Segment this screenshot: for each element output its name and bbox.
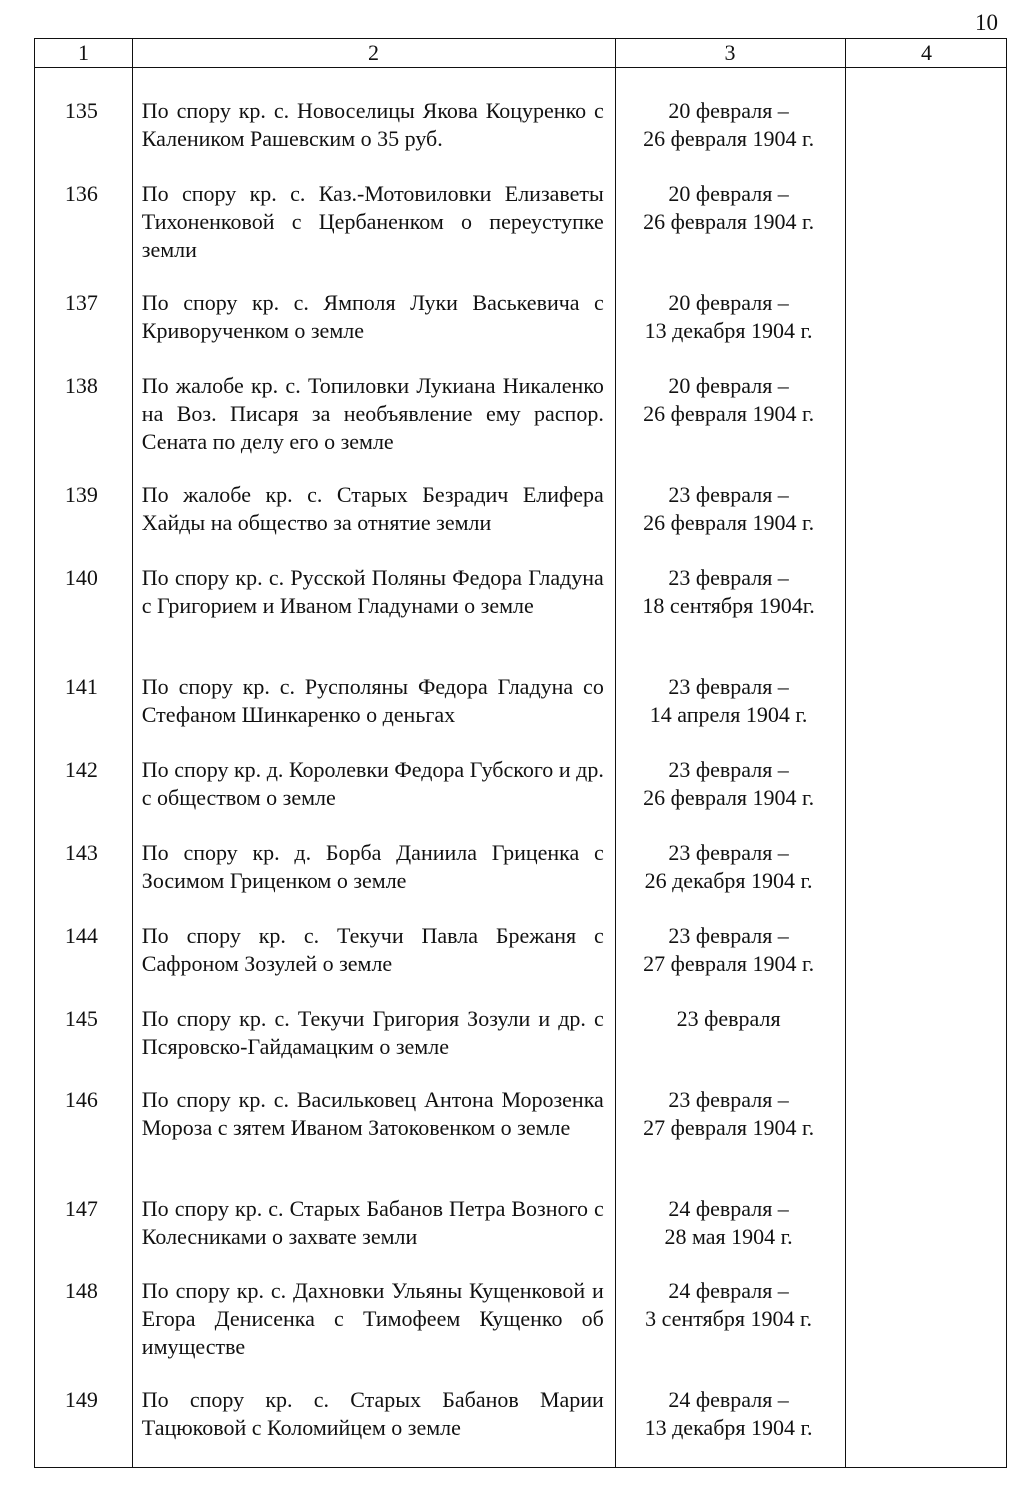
- row-dates: [614, 1277, 844, 1386]
- row-description: По спору кр. с. Текучи Григория Зозули и др. с Псяровско-Гайдамацким о земле: [141, 1006, 604, 1059]
- row-dates: [614, 1086, 844, 1195]
- column-header-2: 2: [368, 40, 379, 65]
- date-from: 23 февраля –: [668, 923, 789, 948]
- row-note: [843, 481, 1006, 564]
- table-row: [35, 839, 1006, 922]
- row-description: По спору кр. д. Борба Даниила Гриценка с Зосимом Гриценком о земле: [141, 840, 604, 893]
- date-to: 14 апреля 1904 г.: [649, 702, 808, 727]
- row-description: По спору кр. с. Новоселицы Якова Коцуренко с Калеником Рашевским о 35 руб.: [141, 98, 604, 151]
- table-row: [35, 922, 1006, 1005]
- date-to: 27 февраля 1904 г.: [643, 951, 815, 976]
- row-number: 147: [64, 1196, 98, 1221]
- row-dates: [614, 673, 844, 756]
- row-note: [843, 1195, 1006, 1277]
- date-to: 28 мая 1904 г.: [664, 1224, 793, 1249]
- row-dates: [614, 180, 844, 289]
- row-number: 145: [64, 1006, 98, 1031]
- row-dates: [614, 372, 844, 481]
- date-from: 20 февраля –: [668, 290, 789, 315]
- row-note: [843, 1386, 1006, 1446]
- date-to: 18 сентября 1904г.: [642, 593, 815, 618]
- date-from: 20 февраля –: [668, 181, 789, 206]
- register-table: [34, 38, 1007, 1468]
- date-from: 20 февраля –: [668, 98, 789, 123]
- date-to: 26 февраля 1904 г.: [643, 401, 815, 426]
- row-dates: [614, 1005, 844, 1086]
- row-number: 146: [64, 1087, 98, 1112]
- row-number: 140: [64, 565, 98, 590]
- row-note: [843, 1005, 1006, 1086]
- date-from: 23 февраля –: [668, 757, 789, 782]
- row-description: По жалобе кр. с. Старых Безрадич Елифера Хайды на общество за отнятие земли: [141, 482, 604, 535]
- row-dates: [614, 481, 844, 564]
- row-number: 139: [64, 482, 98, 507]
- table-row: [35, 564, 1006, 673]
- row-description: По спору кр. с. Текучи Павла Брежаня с Сафроном Зозулей о земле: [141, 923, 604, 976]
- row-note: [843, 564, 1006, 673]
- date-from: 23 февраля –: [668, 565, 789, 590]
- row-description: По спору кр. д. Королевки Федора Губского и др. с обществом о земле: [141, 757, 604, 810]
- row-number: 136: [64, 181, 98, 206]
- row-note: [843, 289, 1006, 372]
- row-note: [843, 756, 1006, 839]
- table-row: [35, 1005, 1006, 1086]
- row-number: 141: [64, 674, 98, 699]
- row-description: По спору кр. с. Старых Бабанов Марии Тацюковой с Коломийцем о земле: [141, 1387, 604, 1440]
- date-to: 27 февраля 1904 г.: [643, 1115, 815, 1140]
- row-note: [843, 1086, 1006, 1195]
- row-description: По спору кр. с. Каз.-Мотовиловки Елизаветы Тихоненковой с Цербаненком о переуступке земли: [141, 181, 604, 262]
- row-note: [843, 839, 1006, 922]
- date-to: 26 февраля 1904 г.: [643, 785, 815, 810]
- row-dates: [614, 289, 844, 372]
- row-description: По спору кр. с. Ямполя Луки Васькевича с Криворученком о земле: [141, 290, 604, 343]
- row-note: [843, 673, 1006, 756]
- row-number: 137: [64, 290, 98, 315]
- date-from: 24 февраля –: [668, 1196, 789, 1221]
- table-row: [35, 97, 1006, 180]
- date-from: 23 февраля –: [668, 674, 789, 699]
- table-row: [35, 1277, 1006, 1386]
- column-header-1: 1: [78, 40, 89, 65]
- date-to: 26 февраля 1904 г.: [643, 126, 815, 151]
- table-row: [35, 1086, 1006, 1195]
- date-from: 20 февраля –: [668, 373, 789, 398]
- table-row: [35, 289, 1006, 372]
- column-header-3: 3: [724, 40, 736, 65]
- date-from: 23 февраля –: [668, 840, 789, 865]
- row-dates: [614, 1386, 844, 1446]
- date-to: 26 февраля 1904 г.: [643, 510, 815, 535]
- row-note: [843, 922, 1006, 1005]
- date-from: 24 февраля –: [668, 1278, 789, 1303]
- date-to: 26 декабря 1904 г.: [644, 868, 813, 893]
- date-to: 3 сентября 1904 г.: [645, 1306, 813, 1331]
- table-body: [35, 97, 1006, 1446]
- row-description: По спору кр. с. Васильковец Антона Морозенка Мороза с зятем Иваном Затоковенком о земле: [141, 1087, 604, 1140]
- column-header-4: 4: [921, 40, 932, 65]
- table-row: [35, 372, 1006, 481]
- date-to: 13 декабря 1904 г.: [644, 1415, 813, 1440]
- table-row: [35, 180, 1006, 289]
- column-header-row: [35, 39, 1006, 68]
- page-number: 10: [975, 10, 998, 35]
- row-dates: [614, 839, 844, 922]
- row-dates: [614, 756, 844, 839]
- table-row: [35, 756, 1006, 839]
- date-from: 24 февраля –: [668, 1387, 789, 1412]
- row-note: [843, 1277, 1006, 1386]
- row-dates: [614, 922, 844, 1005]
- row-note: [843, 97, 1006, 180]
- row-number: 135: [64, 98, 98, 123]
- row-number: 138: [64, 373, 98, 398]
- row-description: По спору кр. с. Дахновки Ульяны Кущенковой и Егора Денисенка с Тимофеем Кущенко об имуществе: [141, 1278, 604, 1359]
- table-row: [35, 1195, 1006, 1277]
- row-description: По спору кр. с. Старых Бабанов Петра Возного с Колесниками о захвате земли: [141, 1196, 604, 1249]
- date-from: 23 февраля –: [668, 482, 789, 507]
- date-from: 23 февраля: [676, 1006, 781, 1031]
- table-row: [35, 481, 1006, 564]
- row-number: 148: [64, 1278, 98, 1303]
- row-dates: [614, 97, 844, 180]
- row-note: [843, 372, 1006, 481]
- date-to: 13 декабря 1904 г.: [644, 318, 813, 343]
- table-row: [35, 673, 1006, 756]
- row-number: 142: [64, 757, 98, 782]
- row-dates: [614, 564, 844, 673]
- row-number: 149: [64, 1387, 98, 1412]
- row-dates: [614, 1195, 844, 1277]
- row-description: По спору кр. с. Русполяны Федора Гладуна со Стефаном Шинкаренко о деньгах: [141, 674, 604, 727]
- row-number: 143: [64, 840, 98, 865]
- row-number: 144: [64, 923, 98, 948]
- row-description: По жалобе кр. с. Топиловки Лукиана Никаленко на Воз. Писаря за необъявление ему распор. Сената по делу его о земле: [141, 373, 604, 454]
- table-row: [35, 1386, 1006, 1446]
- row-note: [843, 180, 1006, 289]
- date-to: 26 февраля 1904 г.: [643, 209, 815, 234]
- row-description: По спору кр. с. Русской Поляны Федора Гладуна с Григорием и Иваном Гладунами о земле: [141, 565, 604, 618]
- date-from: 23 февраля –: [668, 1087, 789, 1112]
